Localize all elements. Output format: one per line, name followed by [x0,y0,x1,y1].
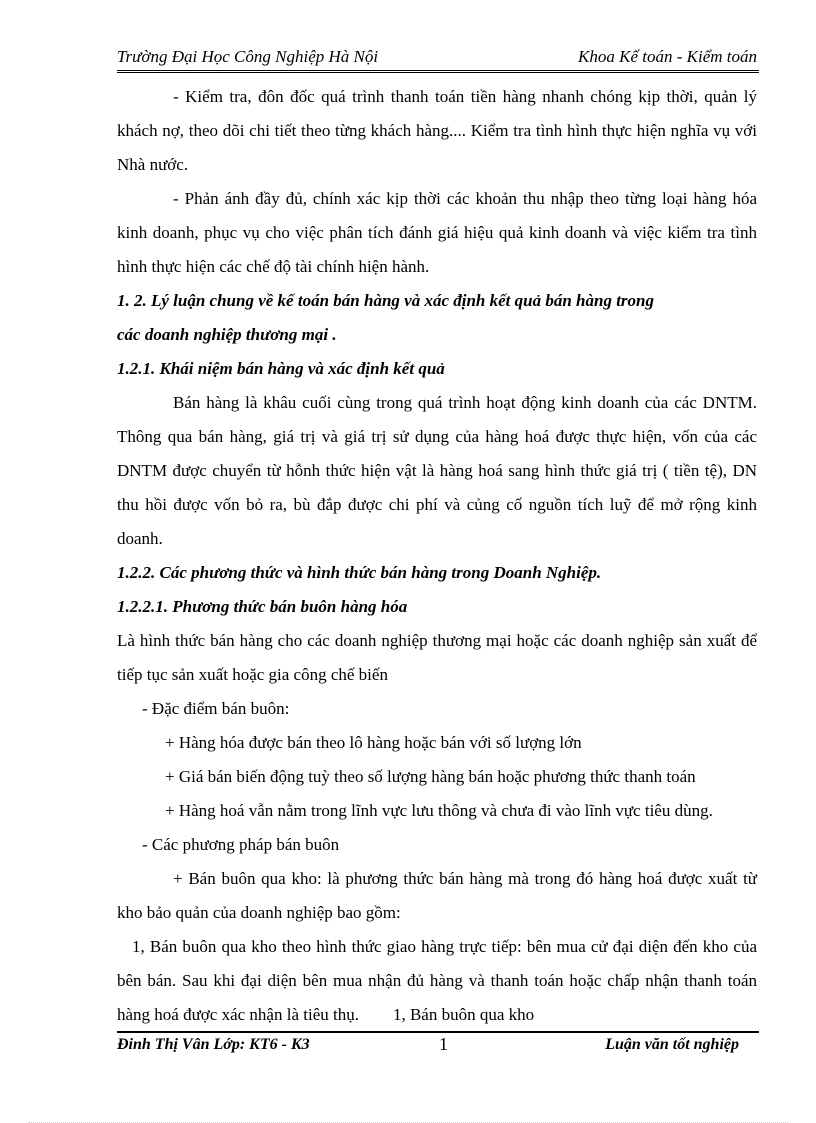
footer-rule [117,1031,759,1033]
document-body [117,80,757,1032]
paragraph: Là hình thức bán hàng cho các doanh nghiệp thương mại hoặc các doanh nghiệp sản xuất để tiếp tục sản xuất hoặc gia công chế biến [117,631,757,684]
header-faculty: Khoa Kế toán - Kiểm toán [578,47,757,66]
header-school: Trường Đại Học Công Nghiệp Hà Nội [117,47,379,66]
paragraph-text: 1, Bán buôn qua kho theo hình thức giao hàng trực tiếp: bên mua cử đại diện đến kho của bên bán. Sau khi đại diện bên mua nhận đủ hàng và thanh toán hoặc chấp nhận thanh toán hàng hoá được xác nhận là tiêu thụ. [117,937,757,1024]
paragraph: - Kiểm tra, đôn đốc quá trình thanh toán tiền hàng nhanh chóng kịp thời, quản lý khách nợ, theo dõi chi tiết theo từng khách hàng.... Kiểm tra tình hình thực hiện nghĩa vụ với Nhà nước. [117,87,757,174]
footer-author: Đinh Thị Vân Lớp: KT6 - K3 [117,1036,310,1053]
footer-title: Luận văn tốt nghiệp [605,1036,739,1053]
section-heading: 1. 2. Lý luận chung về kế toán bán hàng và xác định kết quả bán hàng trong [117,291,655,310]
paragraph: - Phản ánh đầy đủ, chính xác kịp thời các khoản thu nhập theo từng loại hàng hóa kinh doanh, phục vụ cho việc phân tích đánh giá hiệu quả kinh doanh và việc kiểm tra tình hình thực hiện các chế độ tài chính hiện hành. [117,189,757,276]
sub-bullet-item: + Hàng hoá vẫn nằm trong lĩnh vực lưu thông và chưa đi vào lĩnh vực tiêu dùng. [165,801,713,820]
paragraph-tail: 1, Bán buôn qua kho [392,1005,535,1024]
section-heading-cont: các doanh nghiệp thương mại . [117,325,337,344]
sub-bullet-item: + Giá bán biến động tuỳ theo số lượng hàng bán hoặc phương thức thanh toán [165,767,696,786]
paragraph: + Bán buôn qua kho: là phương thức bán hàng mà trong đó hàng hoá được xuất từ kho bảo quản của doanh nghiệp bao gồm: [117,869,757,922]
paragraph [117,930,757,1032]
subsection-heading: 1.2.2. Các phương thức và hình thức bán hàng trong Doanh Nghiệp. [117,563,602,582]
subsection-heading: 1.2.1. Khái niệm bán hàng và xác định kết quả [117,359,445,378]
page-header [117,47,757,71]
paragraph: Bán hàng là khâu cuối cùng trong quá trình hoạt động kinh doanh của các DNTM. Thông qua bán hàng, giá trị và giá trị sử dụng của hàng hoá được thực hiện, vốn của các DNTM được chuyển từ hỗnh thức hiện vật là hàng hoá sang hình thức giá trị ( tiền tệ), DN thu hồi được vốn bỏ ra, bù đắp được chi phí và củng cố nguồn tích luỹ để mở rộng kinh doanh. [117,393,757,548]
bullet-item: - Các phương pháp bán buôn [142,835,340,854]
sub-bullet-item: + Hàng hóa được bán theo lô hàng hoặc bán với số lượng lớn [165,733,582,752]
header-rule [117,70,759,73]
page-number: 1 [439,1034,448,1054]
bullet-item: - Đặc điểm bán buôn: [142,699,290,718]
page-footer [117,1036,757,1060]
subsubsection-heading: 1.2.2.1. Phương thức bán buôn hàng hóa [117,597,408,616]
